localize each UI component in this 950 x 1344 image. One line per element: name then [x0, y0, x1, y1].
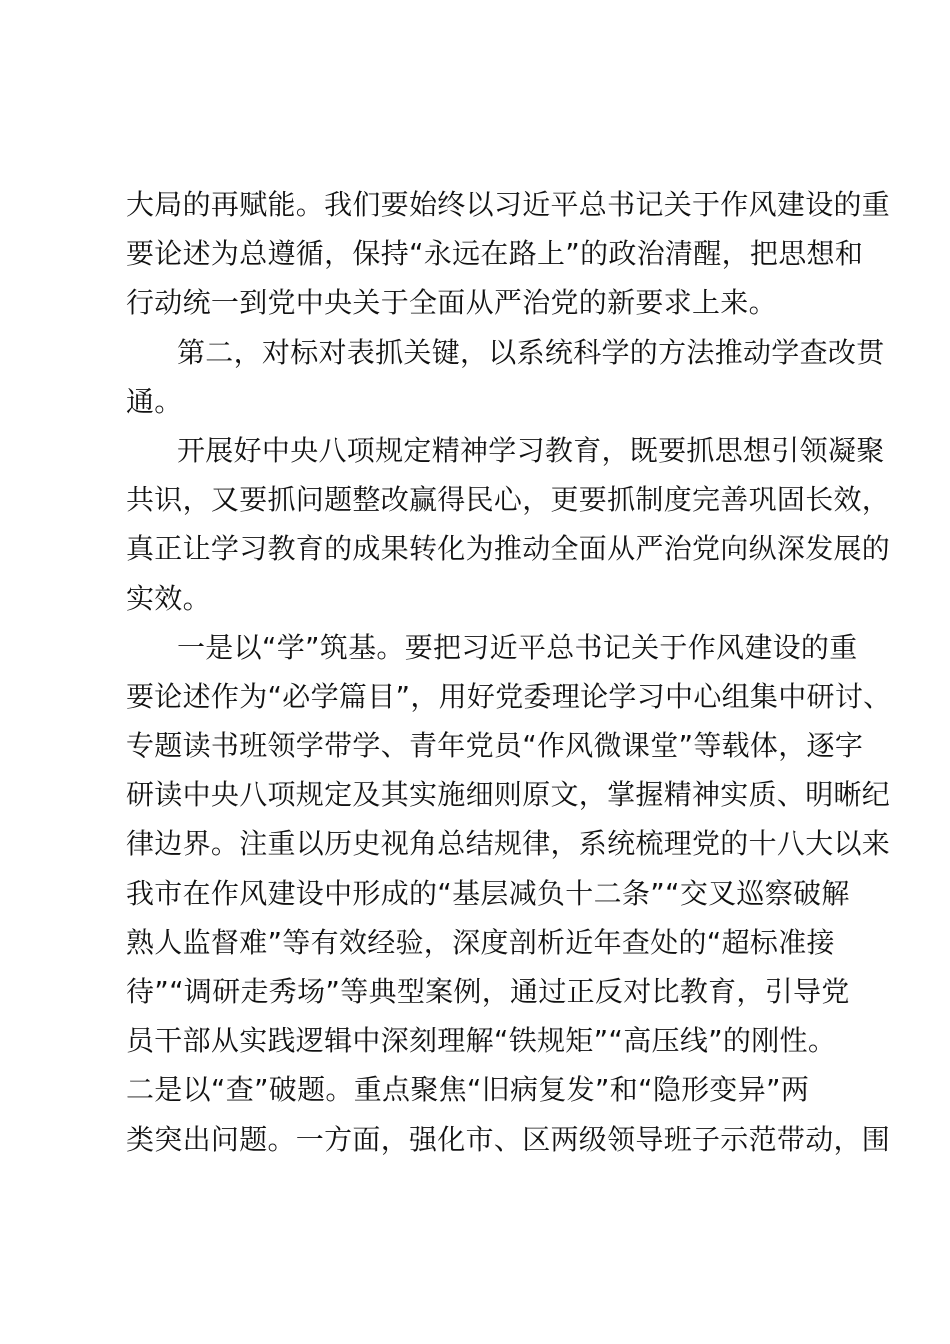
text-line: 员干部从实践逻辑中深刻理解“铁规矩”“高压线”的刚性。 — [126, 1024, 837, 1058]
text-line: 熟人监督难”等有效经验，深度剖析近年查处的“超标准接 — [126, 925, 835, 959]
text-line: 类突出问题。一方面，强化市、区两级领导班子示范带动，围 — [126, 1122, 891, 1156]
text-line: 待”“调研走秀场”等典型案例，通过正反对比教育，引导党 — [126, 975, 850, 1008]
text-line: 专题读书班领学带学、青年党员“作风微课堂”等载体，逐字 — [126, 729, 864, 763]
text-line: 真正让学习教育的成果转化为推动全面从严治党向纵深发展的 — [126, 532, 891, 566]
text-line: 二是以“查”破题。重点聚焦“旧病复发”和“隐形变异”两 — [126, 1073, 810, 1107]
text-line: 共识，又要抓问题整改赢得民心，更要抓制度完善巩固长效， — [126, 483, 891, 517]
section-heading-line: 第二，对标对表抓关键，以系统科学的方法推动学查改贯 — [177, 335, 885, 369]
text-line: 研读中央八项规定及其实施细则原文，掌握精神实质、明晰纪 — [126, 778, 891, 812]
body-text — [126, 180, 892, 1164]
section-heading-line: 通。 — [126, 384, 183, 418]
text-line: 开展好中央八项规定精神学习教育，既要抓思想引领凝聚 — [177, 433, 885, 467]
text-line: 要论述作为“必学篇目”，用好党委理论学习中心组集中研讨、 — [126, 679, 892, 713]
text-line: 一是以“学”筑基。要把习近平总书记关于作风建设的重 — [177, 630, 858, 664]
text-line: 我市在作风建设中形成的“基层减负十二条”“交叉巡察破解 — [126, 876, 850, 910]
text-line: 实效。 — [126, 581, 211, 615]
text-line: 大局的再赋能。我们要始终以习近平总书记关于作风建设的重 — [126, 188, 891, 221]
text-line: 律边界。注重以历史视角总结规律，系统梳理党的十八大以来 — [126, 827, 891, 861]
text-line: 行动统一到党中央关于全面从严治党的新要求上来。 — [126, 286, 777, 320]
text-line: 要论述为总遵循，保持“永远在路上”的政治清醒，把思想和 — [126, 237, 864, 271]
